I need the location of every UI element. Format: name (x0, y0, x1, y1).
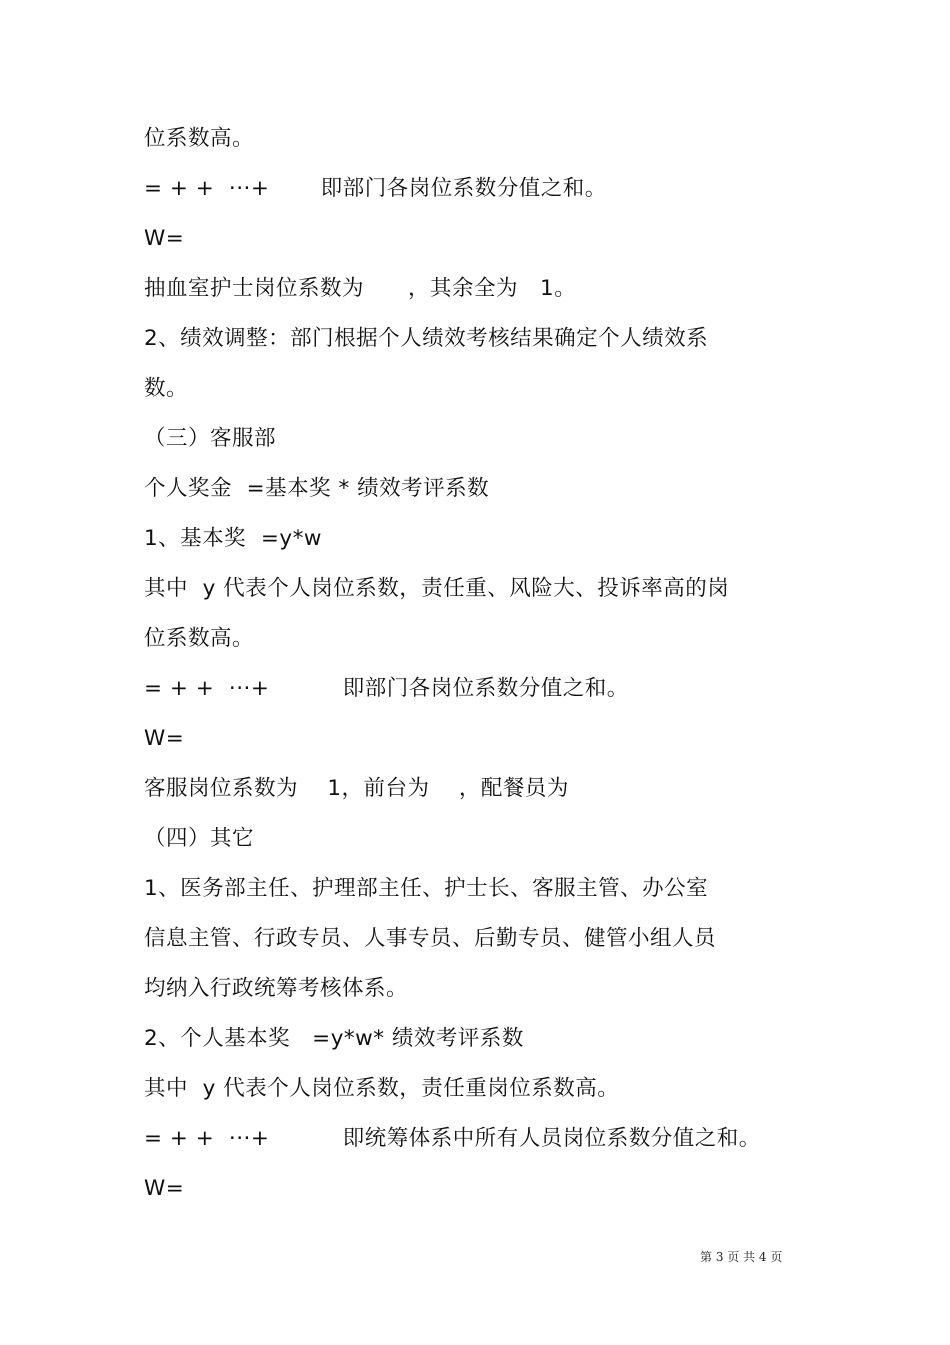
text-line: 均纳入行政统筹考核体系。 (144, 976, 409, 1001)
text-line: 客服岗位系数为 1，前台为 ，配餐员为 (144, 776, 569, 801)
page-footer: 第 3 页 共 4 页 (700, 1250, 783, 1264)
text-line: 位系数高。 (144, 126, 255, 151)
formula-line: 个人奖金 =基本奖 * 绩效考评系数 (144, 476, 490, 501)
formula-line: W= (144, 726, 185, 751)
formula-line: = + + ···+ 即部门各岗位系数分值之和。 (144, 676, 629, 701)
formula-line: 1、基本奖 =y*w (144, 526, 322, 551)
formula-line: W= (144, 1176, 185, 1201)
text-line: 数。 (144, 376, 189, 401)
text-line: 位系数高。 (144, 626, 255, 651)
formula-line: W= (144, 226, 185, 251)
formula-line: = + + ···+ 即部门各岗位系数分值之和。 (144, 176, 607, 201)
text-line: 抽血室护士岗位系数为 ，其余全为 1。 (144, 276, 577, 301)
text-line: 1、医务部主任、护理部主任、护士长、客服主管、办公室 (144, 876, 709, 901)
formula-line: 2、个人基本奖 =y*w* 绩效考评系数 (144, 1026, 524, 1051)
section-heading: （四）其它 (144, 826, 255, 851)
section-heading: （三）客服部 (144, 426, 277, 451)
formula-line: = + + ···+ 即统筹体系中所有人员岗位系数分值之和。 (144, 1126, 761, 1151)
text-line: 其中 y 代表个人岗位系数，责任重岗位系数高。 (144, 1076, 620, 1101)
text-line: 其中 y 代表个人岗位系数，责任重、风险大、投诉率高的岗 (144, 576, 730, 601)
text-line: 信息主管、行政专员、人事专员、后勤专员、健管小组人员 (144, 926, 717, 951)
text-line: 2、绩效调整：部门根据个人绩效考核结果确定个人绩效系 (144, 326, 709, 351)
